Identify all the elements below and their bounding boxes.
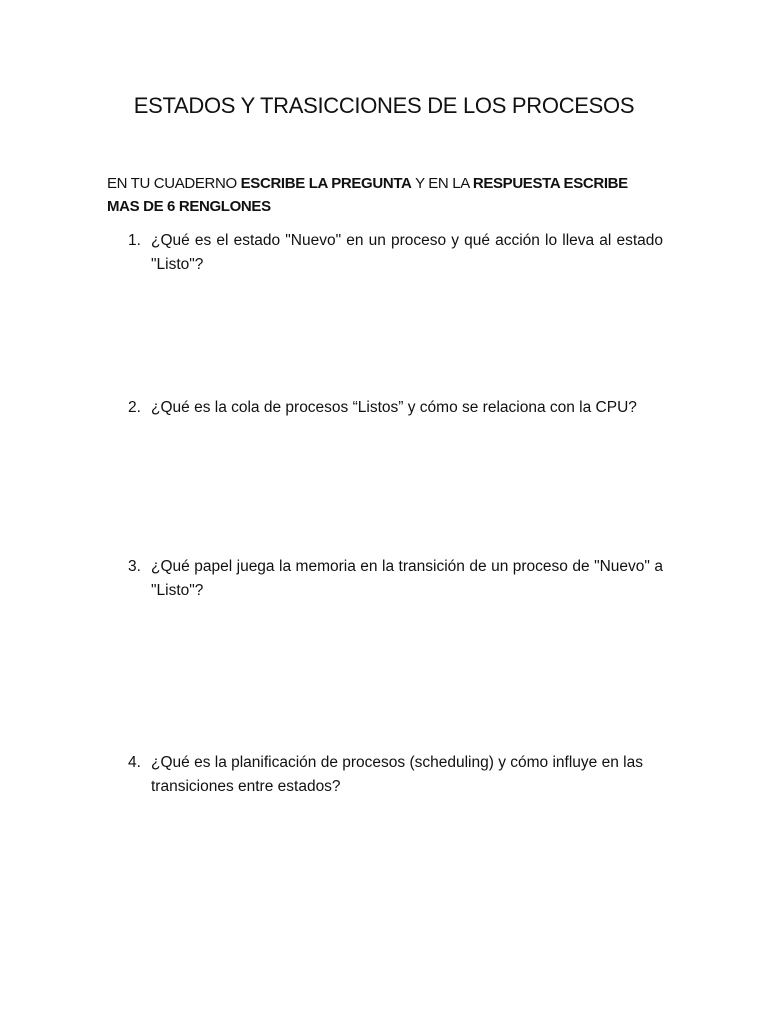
instructions [107,172,663,218]
question-number: 3. [128,558,141,575]
question-text: ¿Qué papel juega la memoria en la transición de un proceso de "Nuevo" a "Listo"? [151,558,663,599]
question-number: 4. [128,754,141,771]
question-text: ¿Qué es la cola de procesos “Listos” y cómo se relaciona con la CPU? [151,399,637,416]
question-item-1 [107,229,663,277]
question-text: ¿Qué es el estado "Nuevo" en un proceso y qué acción lo lleva al estado "Listo"? [151,232,663,273]
instructions-text-2: Y EN LA [411,175,473,192]
page-title: ESTADOS Y TRASICCIONES DE LOS PROCESOS [133,93,635,118]
question-item-4 [107,751,663,799]
question-number: 1. [128,232,141,249]
instructions-bold-1: ESCRIBE LA PREGUNTA [240,175,412,192]
instructions-bold-2: RESPUESTA ESCRIBE MAS DE 6 RENGLONES [107,175,628,215]
instructions-text-1: EN TU CUADERNO [107,175,241,192]
question-item-2 [107,396,663,420]
question-number: 2. [128,399,141,416]
question-text: ¿Qué es la planificación de procesos (scheduling) y cómo influye en las transiciones entre estados? [151,754,643,795]
question-item-3 [107,555,663,603]
